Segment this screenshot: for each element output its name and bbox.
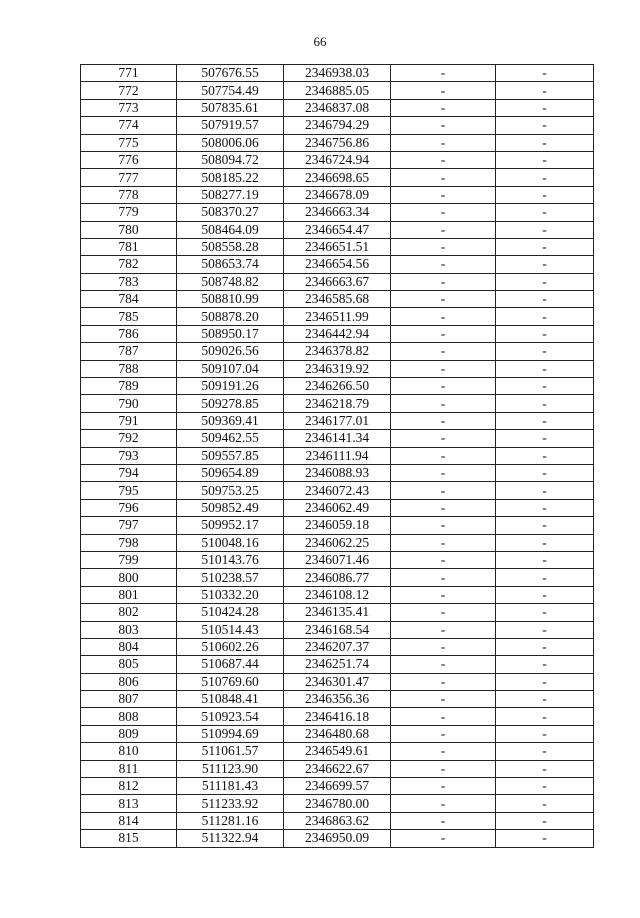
point-id-cell: 798	[81, 534, 177, 551]
x-coordinate-cell: 509557.85	[177, 447, 284, 464]
column-4-cell: -	[391, 99, 496, 116]
x-coordinate-cell: 511061.57	[177, 743, 284, 760]
point-id-cell: 792	[81, 430, 177, 447]
y-coordinate-cell: 2346756.86	[284, 134, 391, 151]
y-coordinate-cell: 2346511.99	[284, 308, 391, 325]
table-row	[81, 499, 594, 516]
column-4-cell: -	[391, 378, 496, 395]
point-id-cell: 811	[81, 760, 177, 777]
column-4-cell: -	[391, 691, 496, 708]
table-row	[81, 586, 594, 603]
point-id-cell: 784	[81, 291, 177, 308]
table-row	[81, 134, 594, 151]
table-row	[81, 256, 594, 273]
column-5-cell: -	[496, 412, 594, 429]
y-coordinate-cell: 2346207.37	[284, 638, 391, 655]
column-5-cell: -	[496, 482, 594, 499]
x-coordinate-cell: 509852.49	[177, 499, 284, 516]
y-coordinate-cell: 2346378.82	[284, 343, 391, 360]
table-row	[81, 708, 594, 725]
column-5-cell: -	[496, 430, 594, 447]
x-coordinate-cell: 511123.90	[177, 760, 284, 777]
table-row	[81, 656, 594, 673]
column-4-cell: -	[391, 169, 496, 186]
point-id-cell: 787	[81, 343, 177, 360]
column-5-cell: -	[496, 325, 594, 342]
column-4-cell: -	[391, 621, 496, 638]
y-coordinate-cell: 2346416.18	[284, 708, 391, 725]
point-id-cell: 794	[81, 464, 177, 481]
y-coordinate-cell: 2346663.34	[284, 204, 391, 221]
y-coordinate-cell: 2346251.74	[284, 656, 391, 673]
column-5-cell: -	[496, 360, 594, 377]
column-4-cell: -	[391, 586, 496, 603]
table-row	[81, 569, 594, 586]
x-coordinate-cell: 508094.72	[177, 151, 284, 168]
y-coordinate-cell: 2346549.61	[284, 743, 391, 760]
column-4-cell: -	[391, 638, 496, 655]
x-coordinate-cell: 508748.82	[177, 273, 284, 290]
table-body	[81, 65, 594, 848]
y-coordinate-cell: 2346059.18	[284, 517, 391, 534]
table-row	[81, 760, 594, 777]
y-coordinate-cell: 2346794.29	[284, 117, 391, 134]
column-5-cell: -	[496, 499, 594, 516]
point-id-cell: 809	[81, 725, 177, 742]
table-row	[81, 378, 594, 395]
column-5-cell: -	[496, 534, 594, 551]
table-row	[81, 743, 594, 760]
point-id-cell: 773	[81, 99, 177, 116]
point-id-cell: 800	[81, 569, 177, 586]
x-coordinate-cell: 508950.17	[177, 325, 284, 342]
column-5-cell: -	[496, 551, 594, 568]
y-coordinate-cell: 2346837.08	[284, 99, 391, 116]
x-coordinate-cell: 510687.44	[177, 656, 284, 673]
point-id-cell: 783	[81, 273, 177, 290]
column-4-cell: -	[391, 499, 496, 516]
table-row	[81, 395, 594, 412]
column-4-cell: -	[391, 117, 496, 134]
x-coordinate-cell: 507835.61	[177, 99, 284, 116]
x-coordinate-cell: 508878.20	[177, 308, 284, 325]
y-coordinate-cell: 2346062.25	[284, 534, 391, 551]
y-coordinate-cell: 2346141.34	[284, 430, 391, 447]
column-4-cell: -	[391, 256, 496, 273]
column-4-cell: -	[391, 412, 496, 429]
point-id-cell: 814	[81, 812, 177, 829]
y-coordinate-cell: 2346651.51	[284, 238, 391, 255]
table-row	[81, 604, 594, 621]
x-coordinate-cell: 508464.09	[177, 221, 284, 238]
x-coordinate-cell: 508277.19	[177, 186, 284, 203]
column-5-cell: -	[496, 743, 594, 760]
point-id-cell: 804	[81, 638, 177, 655]
column-4-cell: -	[391, 743, 496, 760]
column-5-cell: -	[496, 308, 594, 325]
table-row	[81, 204, 594, 221]
x-coordinate-cell: 509026.56	[177, 343, 284, 360]
y-coordinate-cell: 2346111.94	[284, 447, 391, 464]
x-coordinate-cell: 509278.85	[177, 395, 284, 412]
table-row	[81, 534, 594, 551]
column-4-cell: -	[391, 482, 496, 499]
table-row	[81, 238, 594, 255]
point-id-cell: 803	[81, 621, 177, 638]
x-coordinate-cell: 508653.74	[177, 256, 284, 273]
column-5-cell: -	[496, 569, 594, 586]
y-coordinate-cell: 2346698.65	[284, 169, 391, 186]
x-coordinate-cell: 509369.41	[177, 412, 284, 429]
point-id-cell: 779	[81, 204, 177, 221]
column-4-cell: -	[391, 830, 496, 847]
column-4-cell: -	[391, 604, 496, 621]
column-5-cell: -	[496, 447, 594, 464]
x-coordinate-cell: 508558.28	[177, 238, 284, 255]
table-row	[81, 795, 594, 812]
column-4-cell: -	[391, 238, 496, 255]
column-5-cell: -	[496, 291, 594, 308]
coordinate-table	[80, 64, 594, 848]
point-id-cell: 793	[81, 447, 177, 464]
table-row	[81, 117, 594, 134]
column-5-cell: -	[496, 117, 594, 134]
column-4-cell: -	[391, 186, 496, 203]
column-4-cell: -	[391, 221, 496, 238]
table-row	[81, 343, 594, 360]
column-5-cell: -	[496, 621, 594, 638]
column-5-cell: -	[496, 221, 594, 238]
column-5-cell: -	[496, 395, 594, 412]
y-coordinate-cell: 2346266.50	[284, 378, 391, 395]
column-5-cell: -	[496, 604, 594, 621]
x-coordinate-cell: 510424.28	[177, 604, 284, 621]
column-4-cell: -	[391, 464, 496, 481]
table-row	[81, 325, 594, 342]
column-4-cell: -	[391, 134, 496, 151]
column-4-cell: -	[391, 82, 496, 99]
x-coordinate-cell: 510514.43	[177, 621, 284, 638]
point-id-cell: 797	[81, 517, 177, 534]
column-5-cell: -	[496, 151, 594, 168]
column-4-cell: -	[391, 447, 496, 464]
x-coordinate-cell: 508006.06	[177, 134, 284, 151]
column-5-cell: -	[496, 65, 594, 82]
column-5-cell: -	[496, 638, 594, 655]
table-row	[81, 65, 594, 82]
y-coordinate-cell: 2346062.49	[284, 499, 391, 516]
column-5-cell: -	[496, 656, 594, 673]
column-4-cell: -	[391, 534, 496, 551]
y-coordinate-cell: 2346086.77	[284, 569, 391, 586]
x-coordinate-cell: 511322.94	[177, 830, 284, 847]
x-coordinate-cell: 510332.20	[177, 586, 284, 603]
point-id-cell: 815	[81, 830, 177, 847]
y-coordinate-cell: 2346072.43	[284, 482, 391, 499]
x-coordinate-cell: 509654.89	[177, 464, 284, 481]
column-5-cell: -	[496, 238, 594, 255]
y-coordinate-cell: 2346301.47	[284, 673, 391, 690]
point-id-cell: 782	[81, 256, 177, 273]
column-5-cell: -	[496, 708, 594, 725]
x-coordinate-cell: 511233.92	[177, 795, 284, 812]
table-row	[81, 169, 594, 186]
point-id-cell: 791	[81, 412, 177, 429]
point-id-cell: 802	[81, 604, 177, 621]
column-5-cell: -	[496, 795, 594, 812]
table-row	[81, 291, 594, 308]
table-row	[81, 430, 594, 447]
point-id-cell: 774	[81, 117, 177, 134]
column-5-cell: -	[496, 517, 594, 534]
y-coordinate-cell: 2346663.67	[284, 273, 391, 290]
column-4-cell: -	[391, 812, 496, 829]
table-row	[81, 725, 594, 742]
table-row	[81, 830, 594, 847]
column-4-cell: -	[391, 308, 496, 325]
table-row	[81, 82, 594, 99]
y-coordinate-cell: 2346071.46	[284, 551, 391, 568]
point-id-cell: 796	[81, 499, 177, 516]
table-row	[81, 691, 594, 708]
table-row	[81, 447, 594, 464]
column-4-cell: -	[391, 778, 496, 795]
x-coordinate-cell: 507676.55	[177, 65, 284, 82]
column-4-cell: -	[391, 760, 496, 777]
column-5-cell: -	[496, 256, 594, 273]
column-5-cell: -	[496, 378, 594, 395]
point-id-cell: 806	[81, 673, 177, 690]
table-row	[81, 464, 594, 481]
y-coordinate-cell: 2346724.94	[284, 151, 391, 168]
column-4-cell: -	[391, 204, 496, 221]
point-id-cell: 813	[81, 795, 177, 812]
table-row	[81, 778, 594, 795]
x-coordinate-cell: 511181.43	[177, 778, 284, 795]
column-5-cell: -	[496, 760, 594, 777]
table-row	[81, 99, 594, 116]
x-coordinate-cell: 509952.17	[177, 517, 284, 534]
table-row	[81, 482, 594, 499]
table-row	[81, 673, 594, 690]
point-id-cell: 785	[81, 308, 177, 325]
table-row	[81, 551, 594, 568]
x-coordinate-cell: 508370.27	[177, 204, 284, 221]
x-coordinate-cell: 510602.26	[177, 638, 284, 655]
point-id-cell: 789	[81, 378, 177, 395]
point-id-cell: 780	[81, 221, 177, 238]
y-coordinate-cell: 2346654.47	[284, 221, 391, 238]
table-row	[81, 638, 594, 655]
x-coordinate-cell: 509107.04	[177, 360, 284, 377]
y-coordinate-cell: 2346885.05	[284, 82, 391, 99]
point-id-cell: 771	[81, 65, 177, 82]
point-id-cell: 807	[81, 691, 177, 708]
y-coordinate-cell: 2346863.62	[284, 812, 391, 829]
column-5-cell: -	[496, 812, 594, 829]
column-5-cell: -	[496, 830, 594, 847]
column-5-cell: -	[496, 82, 594, 99]
x-coordinate-cell: 507919.57	[177, 117, 284, 134]
column-4-cell: -	[391, 151, 496, 168]
y-coordinate-cell: 2346108.12	[284, 586, 391, 603]
point-id-cell: 786	[81, 325, 177, 342]
column-4-cell: -	[391, 325, 496, 342]
column-4-cell: -	[391, 343, 496, 360]
y-coordinate-cell: 2346218.79	[284, 395, 391, 412]
table-row	[81, 812, 594, 829]
column-5-cell: -	[496, 691, 594, 708]
point-id-cell: 781	[81, 238, 177, 255]
point-id-cell: 778	[81, 186, 177, 203]
x-coordinate-cell: 510994.69	[177, 725, 284, 742]
table-row	[81, 412, 594, 429]
x-coordinate-cell: 511281.16	[177, 812, 284, 829]
point-id-cell: 801	[81, 586, 177, 603]
column-5-cell: -	[496, 186, 594, 203]
column-5-cell: -	[496, 273, 594, 290]
y-coordinate-cell: 2346480.68	[284, 725, 391, 742]
x-coordinate-cell: 510923.54	[177, 708, 284, 725]
x-coordinate-cell: 510848.41	[177, 691, 284, 708]
column-4-cell: -	[391, 708, 496, 725]
point-id-cell: 775	[81, 134, 177, 151]
point-id-cell: 788	[81, 360, 177, 377]
table-row	[81, 308, 594, 325]
y-coordinate-cell: 2346938.03	[284, 65, 391, 82]
y-coordinate-cell: 2346177.01	[284, 412, 391, 429]
y-coordinate-cell: 2346088.93	[284, 464, 391, 481]
column-4-cell: -	[391, 673, 496, 690]
column-4-cell: -	[391, 725, 496, 742]
point-id-cell: 795	[81, 482, 177, 499]
x-coordinate-cell: 510769.60	[177, 673, 284, 690]
y-coordinate-cell: 2346585.68	[284, 291, 391, 308]
column-4-cell: -	[391, 273, 496, 290]
column-5-cell: -	[496, 169, 594, 186]
table-row	[81, 517, 594, 534]
column-4-cell: -	[391, 569, 496, 586]
column-5-cell: -	[496, 725, 594, 742]
y-coordinate-cell: 2346654.56	[284, 256, 391, 273]
y-coordinate-cell: 2346135.41	[284, 604, 391, 621]
point-id-cell: 812	[81, 778, 177, 795]
column-5-cell: -	[496, 586, 594, 603]
table-row	[81, 621, 594, 638]
point-id-cell: 805	[81, 656, 177, 673]
table-row	[81, 221, 594, 238]
column-4-cell: -	[391, 395, 496, 412]
y-coordinate-cell: 2346168.54	[284, 621, 391, 638]
column-4-cell: -	[391, 517, 496, 534]
y-coordinate-cell: 2346356.36	[284, 691, 391, 708]
y-coordinate-cell: 2346950.09	[284, 830, 391, 847]
column-4-cell: -	[391, 65, 496, 82]
column-4-cell: -	[391, 551, 496, 568]
table-row	[81, 186, 594, 203]
y-coordinate-cell: 2346780.00	[284, 795, 391, 812]
column-5-cell: -	[496, 99, 594, 116]
y-coordinate-cell: 2346319.92	[284, 360, 391, 377]
column-4-cell: -	[391, 656, 496, 673]
point-id-cell: 790	[81, 395, 177, 412]
x-coordinate-cell: 510143.76	[177, 551, 284, 568]
x-coordinate-cell: 507754.49	[177, 82, 284, 99]
x-coordinate-cell: 509462.55	[177, 430, 284, 447]
column-5-cell: -	[496, 343, 594, 360]
point-id-cell: 776	[81, 151, 177, 168]
column-5-cell: -	[496, 778, 594, 795]
column-4-cell: -	[391, 430, 496, 447]
point-id-cell: 810	[81, 743, 177, 760]
point-id-cell: 808	[81, 708, 177, 725]
y-coordinate-cell: 2346442.94	[284, 325, 391, 342]
column-5-cell: -	[496, 134, 594, 151]
x-coordinate-cell: 508810.99	[177, 291, 284, 308]
x-coordinate-cell: 510048.16	[177, 534, 284, 551]
y-coordinate-cell: 2346678.09	[284, 186, 391, 203]
y-coordinate-cell: 2346699.57	[284, 778, 391, 795]
column-4-cell: -	[391, 360, 496, 377]
y-coordinate-cell: 2346622.67	[284, 760, 391, 777]
column-5-cell: -	[496, 204, 594, 221]
x-coordinate-cell: 509191.26	[177, 378, 284, 395]
page-number: 66	[313, 34, 327, 49]
column-5-cell: -	[496, 673, 594, 690]
point-id-cell: 777	[81, 169, 177, 186]
column-4-cell: -	[391, 795, 496, 812]
column-5-cell: -	[496, 464, 594, 481]
point-id-cell: 799	[81, 551, 177, 568]
column-4-cell: -	[391, 291, 496, 308]
point-id-cell: 772	[81, 82, 177, 99]
table-row	[81, 151, 594, 168]
x-coordinate-cell: 509753.25	[177, 482, 284, 499]
table-row	[81, 273, 594, 290]
table-row	[81, 360, 594, 377]
x-coordinate-cell: 510238.57	[177, 569, 284, 586]
x-coordinate-cell: 508185.22	[177, 169, 284, 186]
